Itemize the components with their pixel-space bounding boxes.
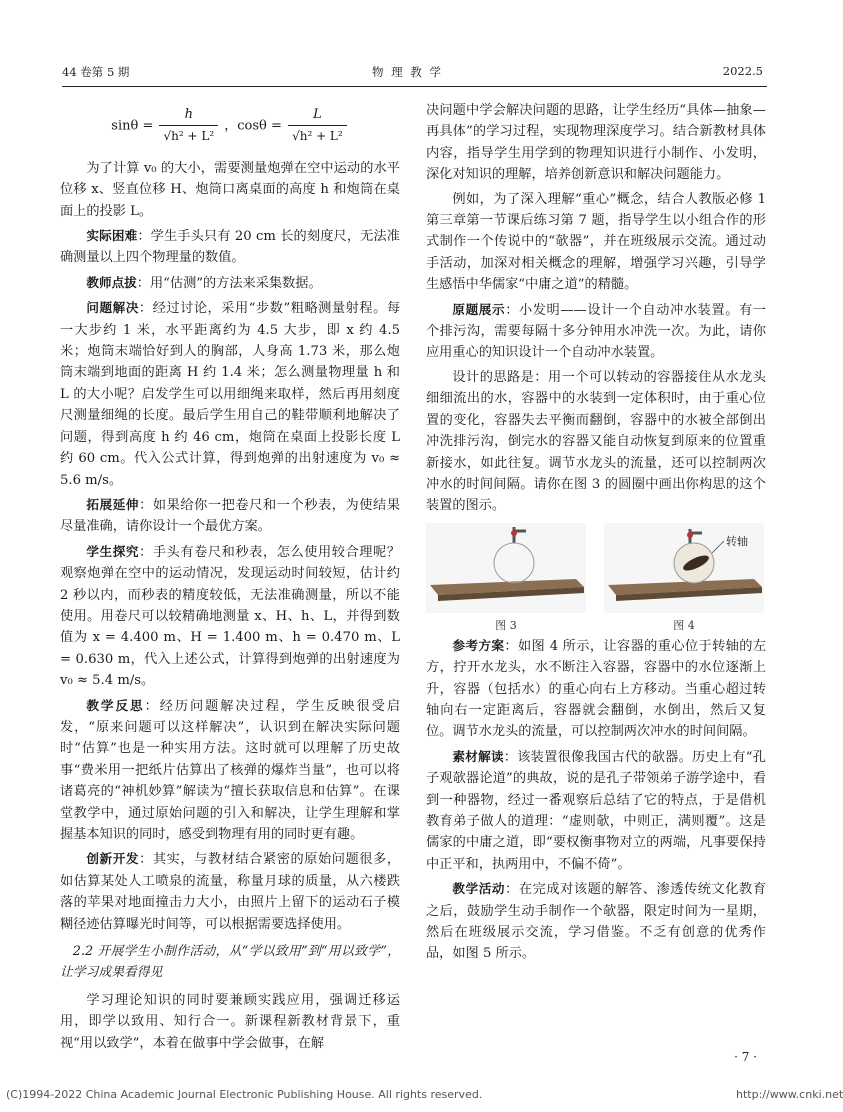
paragraph-solution xyxy=(60,297,400,491)
cos-fraction xyxy=(288,104,347,148)
label-reflection: 教学反思 xyxy=(86,697,145,713)
copyright-text: (C)1994-2022 China Academic Journal Electronic Publishing House. All rights reserved. xyxy=(6,1088,483,1101)
paragraph-material-reading xyxy=(426,746,766,875)
paragraph-reflection xyxy=(60,695,400,846)
figure-4-caption: 图 4 xyxy=(673,618,695,632)
label-inquiry: 学生探究 xyxy=(86,543,140,559)
paragraph-reference-plan xyxy=(426,635,766,743)
text-solution: ：经过讨论，采用“步数”粗略测量射程。每一大步约 1 米，水平距离约为 4.5 大步，即 x 约 4.5 米；炮筒末端恰好到人的胸部，人身高 1.73 米，那么炮筒末端到地面的距离 H 约 1.4 米；怎么测量物理量 h 和 L 的大小呢？启发学生可以用细绳来取样，然后再用刻度尺测量细绳的长度。最后学生用自己的鞋带顺利地解决了问题，得到高度 h 约 46 cm，炮筒在桌面上投影长度 L 约 60 cm。代入公式计算，得到炮弹的出射速度为 v₀ ≈ 5.6 m/s。 xyxy=(60,301,401,488)
sin-fraction xyxy=(159,104,218,148)
paragraph-original-problem xyxy=(426,299,766,364)
label-difficulty: 实际困难 xyxy=(86,228,138,244)
figure-3-caption: 图 3 xyxy=(495,618,517,632)
text-teacher-hint: ：用“估测”的方法来采集数据。 xyxy=(136,275,322,291)
paragraph-measure: 为了计算 v₀ 的大小，需要测量炮弹在空中运动的水平位移 x、竖直位移 H、炮筒口离桌面的高度 h 和炮筒在桌面上的投影 L。 xyxy=(60,160,400,219)
label-extension: 拓展延伸 xyxy=(86,496,140,512)
label-original-problem: 原题展示 xyxy=(452,301,506,317)
journal-title: 物 理 教 学 xyxy=(372,65,443,79)
section-heading-2-2: 2.2 开展学生小制作活动，从“学以致用”到“用以致学”，让学习成果看得见 xyxy=(60,944,400,981)
text-extension: ：如果给你一把卷尺和一个秒表，为使结果尽量准确，请你设计一个最优方案。 xyxy=(60,497,401,535)
cnki-link[interactable]: http://www.cnki.net xyxy=(736,1088,843,1101)
header-rule xyxy=(62,86,767,87)
label-reference-plan: 参考方案 xyxy=(452,637,505,653)
paragraph-teaching-activity xyxy=(426,878,766,965)
paragraph-innovation xyxy=(60,848,400,935)
paragraph-extension xyxy=(60,494,400,538)
figures-3-4 xyxy=(426,523,766,633)
page-number: · 7 · xyxy=(734,1050,757,1064)
copyright-line xyxy=(6,1088,843,1101)
text-original-problem: ：小发明——设计一个自动冲水装置。有一个排污沟，需要每隔十多分钟用水冲洗一次。为此，请你应用重心的知识设计一个自动冲水装置。 xyxy=(426,302,767,361)
paragraph-continued: 决问题中学会解决问题的思路，让学生经历“具体—抽象—再具体”的学习过程，实现物理深度学习。结合新教材具体内容，指导学生用学到的物理知识进行小制作、小发明，深化对知识的理解，培养创新意识和解决问题能力。 xyxy=(426,103,766,183)
label-solution: 问题解决 xyxy=(86,300,139,316)
paragraph-inquiry xyxy=(60,541,400,692)
paragraph-design-idea: 设计的思路是：用一个可以转动的容器接住从水龙头细细流出的水，容器中的水装到一定体积时，由于重心位置的变化，容器失去平衡而翻倒，容器中的水被全部倒出冲洗排污沟，倒完水的容器又能自动恢复到原来的位置重新接水，如此往复。调节水龙头的流量，还可以控制两次冲水的时间间隔。请你在图 3 的圆圈中画出你构思的这个装置的图示。 xyxy=(426,369,766,514)
text-reference-plan: ：如图 4 所示，让容器的重心位于转轴的左方，拧开水龙头，水不断注入容器，容器中的水位逐渐上升，容器（包括水）的重心向右上方移动。当重心超过转轴向右一定距离后，容器就会翻倒，水倒出，然后又复位。调节水龙头的流量，可以控制两次冲水的时间间隔。 xyxy=(426,638,767,740)
figure-3-image xyxy=(426,523,586,613)
journal-issue: 44 卷第 5 期 xyxy=(62,65,130,79)
figure-4-pivot-label: 转轴 xyxy=(726,534,748,548)
cos-denominator: √h² + L² xyxy=(292,129,343,144)
paragraph-difficulty xyxy=(60,225,400,269)
paragraph-theory-practice: 学习理论知识的同时要兼顾实践应用，强调迁移运用，即学以致用、知行合一。新课程新教材背景下，重视“用以致学”，本着在做事中学会做事，在解 xyxy=(60,992,400,1051)
cos-numerator: L xyxy=(288,104,347,126)
sin-lhs: sinθ = xyxy=(111,118,154,134)
text-inquiry: ：手头有卷尺和秒表，怎么使用较合理呢？观察炮弹在空中的运动情况，发现运动时间较短，估计约 2 秒以内，而秒表的精度较低，无法准确测量，所以不能使用。用卷尺可以较精确地测量 x、H、h、L，并得到数值为 x = 4.400 m、H = 1.400 m、h = 0.470 m、L = 0.630 m，代入上述公式，计算得到炮弹的出射速度为 v₀ ≈ 5.4 m/s。 xyxy=(60,544,401,689)
text-difficulty: ：学生手头只有 20 cm 长的刻度尺，无法准确测量以上四个物理量的数值。 xyxy=(60,229,400,266)
text-material-reading: ：该装置很像我国古代的欹器。历史上有“孔子观欹器论道”的典故，说的是孔子带领弟子游学途中，看到一种器物，经过一番观察后总结了它的特点，于是借机教育弟子做人的道理：“虚则欹，中则正，满则覆”。这是儒家的中庸之道，即“要权衡事物对立的两端，凡事要保持中正平和，执两用中，不偏不倚”。 xyxy=(426,749,766,872)
label-material-reading: 素材解读 xyxy=(452,748,504,764)
paragraph-teacher-hint xyxy=(60,272,400,294)
right-column xyxy=(426,100,766,968)
left-column xyxy=(60,100,400,1057)
sin-denominator: √h² + L² xyxy=(163,129,215,144)
text-innovation: ：其实，与教材结合紧密的原始问题很多，如估算某处人工喷泉的流量，称量月球的质量，从六楼跌落的苹果对地面撞击力大小，由照片上留下的运动石子模糊径迹估算曝光时间等，可以根据需要选择使用。 xyxy=(60,852,401,932)
label-teacher-hint: 教师点拔 xyxy=(86,274,137,290)
label-innovation: 创新开发 xyxy=(86,851,140,867)
text-teaching-activity: ：在完成对该题的解答、渗透传统文化教育之后，鼓励学生动手制作一个欹器，限定时间为一星期，然后在班级展示交流，学习借鉴。不乏有创意的优秀作品，如图 5 所示。 xyxy=(426,882,767,962)
trig-formula xyxy=(60,104,400,148)
text-reflection: ：经历问题解决过程，学生反映很受启发，“原来问题可以这样解决”，认识到在解决实际问题时“估算”也是一种实用方法。这时就可以理解了历史故事“费米用一把纸片估算出了核弹的爆炸当量”，也可以将诸葛亮的“神机妙算”解读为“擅长获取信息和估算”。在课堂教学中，通过原始问题的引入和解决，让学生理解和掌握基本知识的同时，感受到物理有用的同时更有趣。 xyxy=(60,698,401,842)
issue-date: 2022.5 xyxy=(722,64,763,78)
sin-numerator: h xyxy=(159,104,218,126)
label-teaching-activity: 教学活动 xyxy=(452,881,506,897)
cos-lhs: ，cosθ = xyxy=(224,118,282,134)
paragraph-example: 例如，为了深入理解“重心”概念，结合人教版必修 1 第三章第一节课后练习第 7 题，指导学生以小组合作的形式制作一个传说中的“欹器”，并在班级展示交流。通过动手活动，加深对相关概念的理解，增强学习兴趣，引导学生感悟中华儒家“中庸之道”的精髓。 xyxy=(426,191,766,293)
